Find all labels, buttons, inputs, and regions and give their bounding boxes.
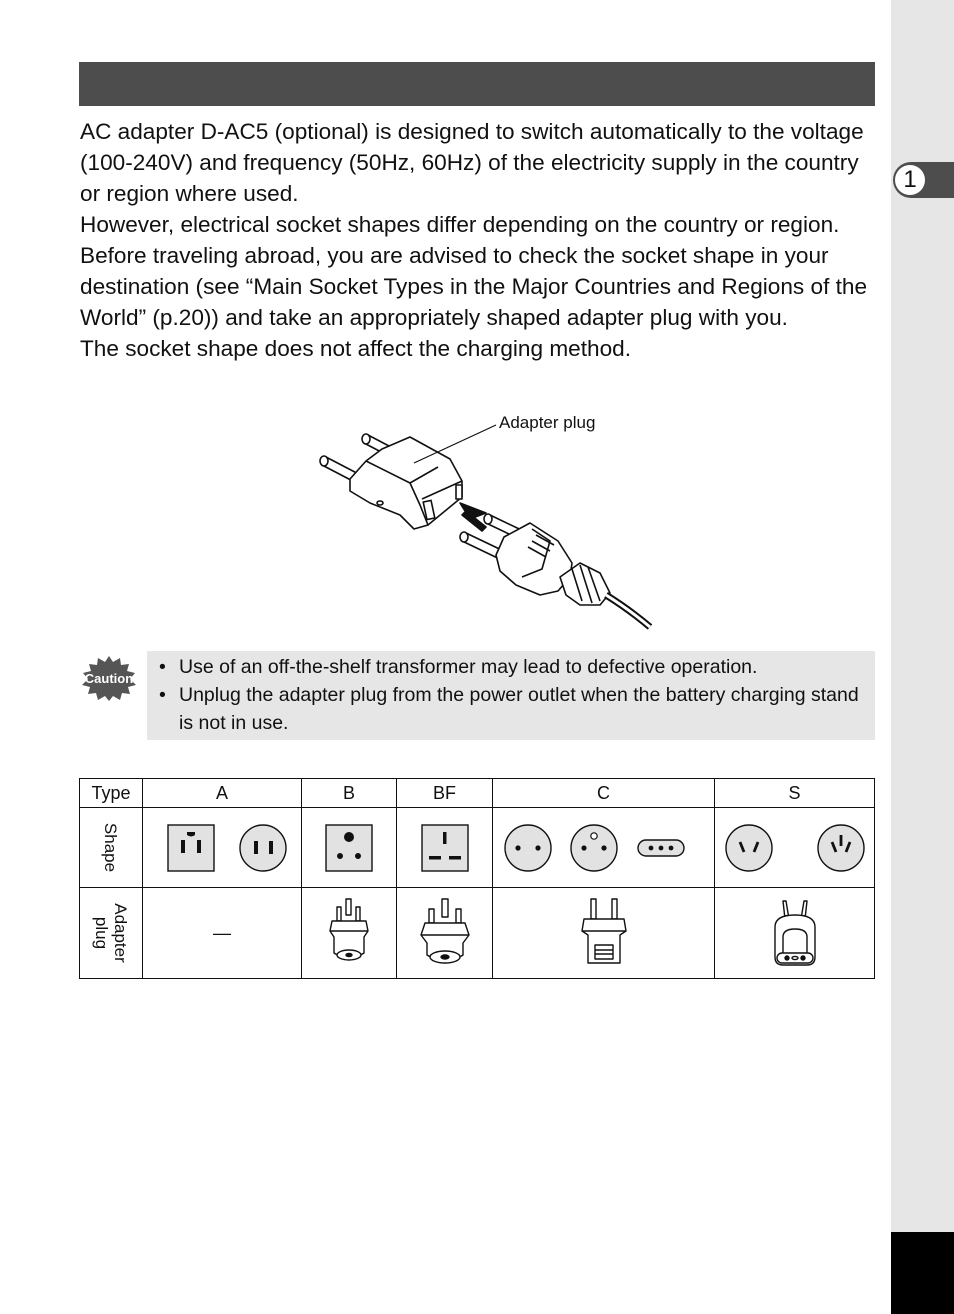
type-cell-s: S <box>715 779 875 808</box>
adapter-c-plug-icon <box>574 897 634 969</box>
type-cell-bf: BF <box>397 779 493 808</box>
table-row-shape <box>80 808 875 888</box>
shape-cell-s <box>715 808 875 888</box>
table-row-adapter <box>80 888 875 979</box>
shape-row-label-cell <box>80 808 143 888</box>
adapter-cell-bf <box>397 888 493 979</box>
caution-box <box>147 651 875 740</box>
caution-icon-text: Caution <box>84 671 134 686</box>
socket-b-icon <box>324 822 374 874</box>
page-corner-block <box>891 1232 954 1314</box>
adapter-cell-b <box>302 888 397 979</box>
socket-a-icons <box>147 822 297 874</box>
type-header-cell: Type <box>80 779 143 808</box>
adapter-plug-illustration <box>310 405 670 635</box>
shape-cell-bf <box>397 808 493 888</box>
socket-s-icons <box>725 822 865 874</box>
adapter-row-label <box>92 903 130 963</box>
intro-paragraph: AC adapter D-AC5 (optional) is designed to switch automatically to the voltage (100-240V) and frequency (50Hz, 60Hz) of the electricity supply in the country or region where used. <box>80 119 864 206</box>
caution-icon <box>80 654 138 702</box>
adapter-bf-plug-icon <box>415 897 475 969</box>
adapter-plug-label: Adapter plug <box>499 413 596 432</box>
intro-text <box>80 116 880 364</box>
intro-paragraph: The socket shape does not affect the charging method. <box>80 336 631 361</box>
adapter-cell-a <box>143 888 302 979</box>
shape-cell-c <box>493 808 715 888</box>
shape-cell-a <box>143 808 302 888</box>
adapter-cell-c <box>493 888 715 979</box>
socket-type-table <box>79 778 875 979</box>
caution-list <box>159 653 864 737</box>
chapter-tab[interactable] <box>893 162 954 198</box>
adapter-a-none: — <box>213 922 231 943</box>
caution-item: • Use of an off-the-shelf transformer may lead to defective operation. <box>159 653 864 681</box>
socket-c-icons <box>504 822 704 874</box>
type-cell-c: C <box>493 779 715 808</box>
adapter-b-plug-icon <box>322 897 376 969</box>
type-cell-a: A <box>143 779 302 808</box>
caution-item: • Unplug the adapter plug from the power outlet when the battery charging stand is not in use. <box>159 681 864 737</box>
table-header-row <box>80 779 875 808</box>
adapter-cell-s <box>715 888 875 979</box>
shape-cell-b <box>302 808 397 888</box>
type-cell-b: B <box>302 779 397 808</box>
intro-paragraph: However, electrical socket shapes differ depending on the country or region. Before traveling abroad, you are advised to check the socket shape in your destination (see “Main Socket Types in the Major Countries and Regions of the World” (p.20)) and take an appropriately shaped adapter plug with you. <box>80 212 868 330</box>
shape-row-label: Shape <box>101 822 121 872</box>
socket-bf-icon <box>420 822 470 874</box>
section-header-bar <box>79 62 875 106</box>
adapter-label-line2: plug <box>91 916 111 949</box>
adapter-label-line1: Adapter <box>110 902 130 963</box>
chapter-number: 1 <box>895 165 925 195</box>
adapter-row-label-cell <box>80 888 143 979</box>
adapter-s-plug-icon <box>765 897 825 969</box>
